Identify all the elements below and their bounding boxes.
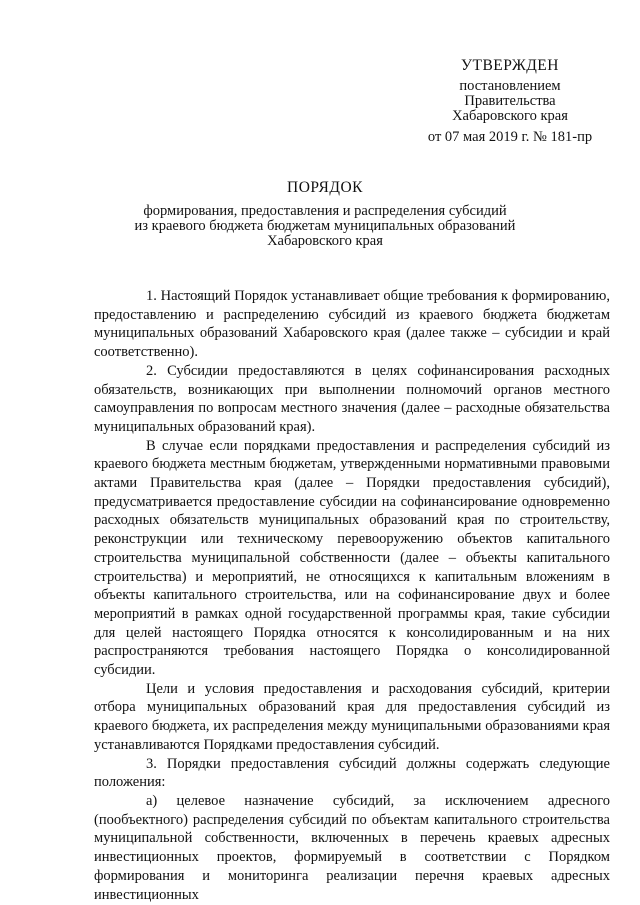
document-subtitle-line-1: формирования, предоставления и распределения субсидий: [143, 203, 507, 219]
approval-date: от 07 мая 2019 г. № 181-пр: [427, 129, 593, 145]
paragraph-3: В случае если порядками предоставления и распределения субсидий из краевого бюджета местным бюджетам, утвержденными нормативными правовыми актами Правительства края (далее – Порядки предоставления субсидий), предусматривается предоставление субсидии на софинансирование одновременно расходных обязательств муниципальных образований края по строительству, реконструкции или техническому перевооружению объектов капитального строительства муниципальной собственности (далее – объекты капитального строительства) и мероприятий, не относящихся к капитальным вложениям в объекты капитального строительства, или на софинансирование двух и более мероприятий в рамках одной государственной программы края, такие субсидии для целей настоящего Порядка относятся к консолидированным и на них распространяются требования настоящего Порядка о консолидированной субсидии.: [94, 437, 610, 679]
document-body: [94, 287, 610, 904]
paragraph-2: 2. Субсидии предоставляются в целях софинансирования расходных обязательств, возникающих при выполнении полномочий органов местного самоуправления по вопросам местного значения (далее – расходные обязательства муниципальных образований края).: [94, 362, 610, 435]
paragraph-4: Цели и условия предоставления и расходования субсидий, критерии отбора муниципальных образований края для предоставления субсидий из краевого бюджета, их распределения между муниципальными образованиями края устанавливаются Порядками предоставления субсидий.: [94, 680, 610, 753]
paragraph-6: а) целевое назначение субсидий, за исключением адресного (пообъектного) распределения субсидий по объектам капитального строительства муниципальной собственности, включенных в перечень краевых адресных инвестиционных проектов, формируемый в соответствии с Порядком формирования и мониторинга реализации перечня краевых адресных инвестиционных: [94, 792, 610, 903]
approval-line-1: постановлением: [459, 78, 561, 94]
document-title: ПОРЯДОК: [287, 179, 363, 196]
approval-line-2: Правительства: [464, 93, 556, 109]
paragraph-5: 3. Порядки предоставления субсидий должны содержать следующие положения:: [94, 755, 610, 791]
approval-line-3: Хабаровского края: [452, 108, 568, 124]
paragraph-1: 1. Настоящий Порядок устанавливает общие требования к формированию, предоставлению и распределению субсидий из краевого бюджета бюджетам муниципальных образований Хабаровского края (далее также – субсидии и край соответственно).: [94, 288, 610, 361]
document-subtitle-line-2: из краевого бюджета бюджетам муниципальных образований: [134, 218, 516, 234]
approval-title: УТВЕРЖДЕН: [461, 57, 559, 74]
document-subtitle-line-3: Хабаровского края: [267, 233, 383, 249]
document-title-block: [120, 180, 530, 249]
approval-stamp: [400, 58, 620, 145]
